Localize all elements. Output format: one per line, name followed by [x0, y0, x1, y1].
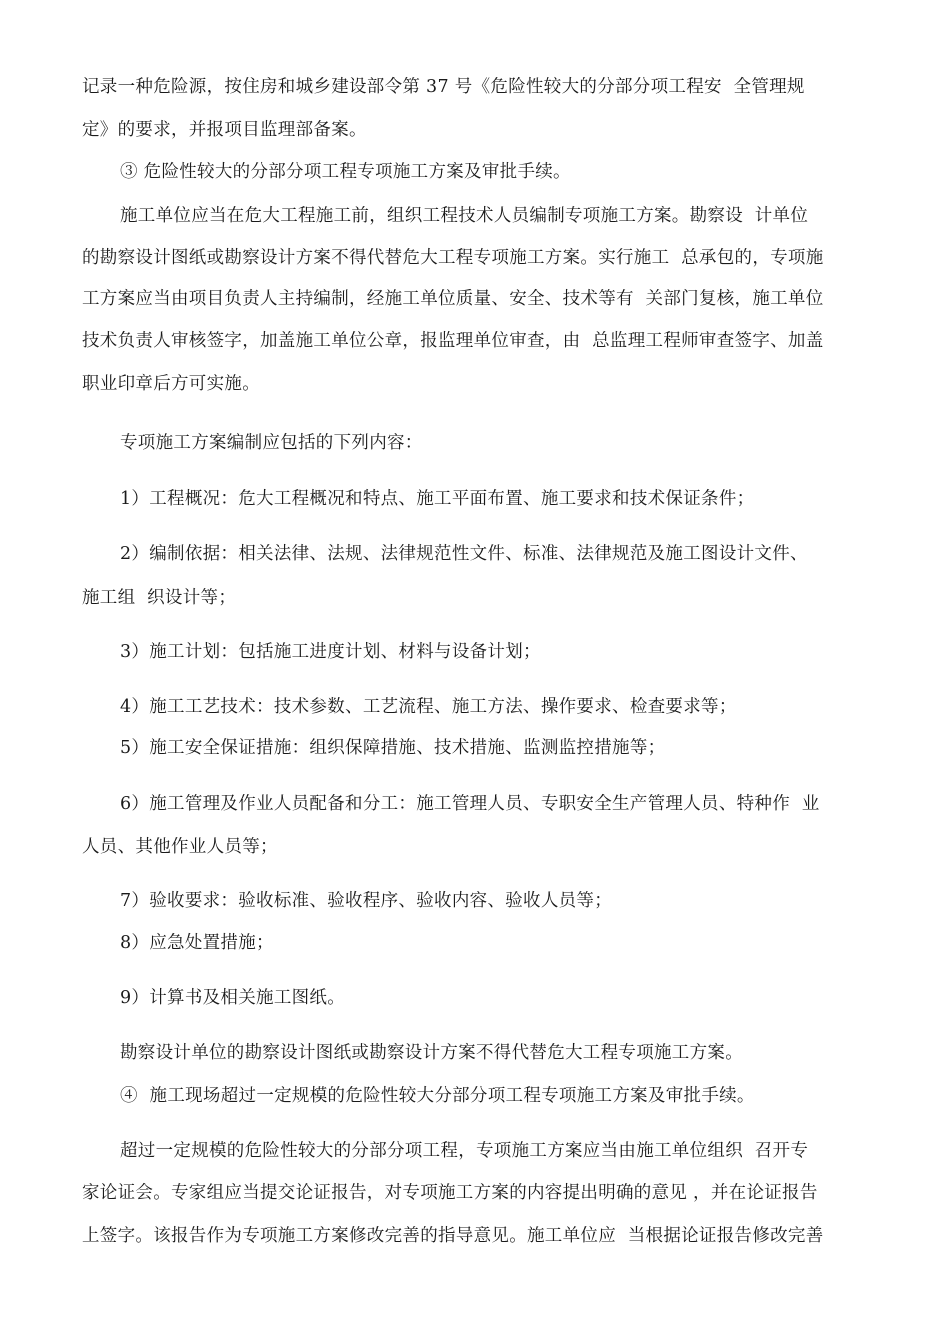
- list-item-continuation: 施工组 织设计等；: [82, 588, 237, 608]
- list-item: 8）应急处置措施；: [120, 933, 274, 953]
- list-item: 9）计算书及相关施工图纸。: [120, 988, 346, 1008]
- text-line: 勘察设计单位的勘察设计图纸或勘察设计方案不得代替危大工程专项施工方案。: [120, 1043, 743, 1063]
- list-item: 7）验收要求：验收标准、验收程序、验收内容、验收人员等；: [120, 891, 613, 911]
- list-item: 6）施工管理及作业人员配备和分工：施工管理人员、专职安全生产管理人员、特种作 业: [120, 794, 820, 814]
- text-line: 技术负责人审核签字，加盖施工单位公章，报监理单位审查，由 总监理工程师审查签字、加盖: [82, 331, 824, 351]
- list-item: 5）施工安全保证措施：组织保障措施、技术措施、监测监控措施等；: [120, 738, 666, 758]
- text-line: 职业印章后方可实施。: [82, 374, 260, 394]
- text-line: 的勘察设计图纸或勘察设计方案不得代替危大工程专项施工方案。实行施工 总承包的，专项施: [82, 248, 824, 268]
- text-line: 工方案应当由项目负责人主持编制，经施工单位质量、安全、技术等有 关部门复核，施工单位: [82, 289, 824, 309]
- list-item: 3）施工计划：包括施工进度计划、材料与设备计划；: [120, 642, 541, 662]
- text-line: 超过一定规模的危险性较大的分部分项工程，专项施工方案应当由施工单位组织 召开专: [120, 1141, 809, 1161]
- list-item: 4）施工工艺技术：技术参数、工艺流程、施工方法、操作要求、检查要求等；: [120, 697, 737, 717]
- section-heading-4: ④ 施工现场超过一定规模的危险性较大分部分项工程专项施工方案及审批手续。: [120, 1086, 755, 1106]
- text-line: 家论证会。专家组应当提交论证报告，对专项施工方案的内容提出明确的意见 ，并在论证报告: [82, 1183, 818, 1203]
- list-item: 2）编制依据：相关法律、法规、法律规范性文件、标准、法律规范及施工图设计文件、: [120, 544, 808, 564]
- text-line: 上签字。该报告作为专项施工方案修改完善的指导意见。施工单位应 当根据论证报告修改完善: [82, 1226, 824, 1246]
- section-heading-3: ③ 危险性较大的分部分项工程专项施工方案及审批手续。: [120, 162, 571, 182]
- text-line: 定》的要求，并报项目监理部备案。: [82, 120, 367, 140]
- list-item: 1）工程概况：危大工程概况和特点、施工平面布置、施工要求和技术保证条件；: [120, 489, 755, 509]
- list-item-continuation: 人员、其他作业人员等；: [82, 837, 278, 857]
- text-line: 记录一种危险源，按住房和城乡建设部令第 37 号《危险性较大的分部分项工程安 全管理规: [82, 77, 805, 97]
- text-line: 施工单位应当在危大工程施工前，组织工程技术人员编制专项施工方案。勘察设 计单位: [120, 206, 809, 226]
- text-line: 专项施工方案编制应包括的下列内容：: [120, 433, 423, 453]
